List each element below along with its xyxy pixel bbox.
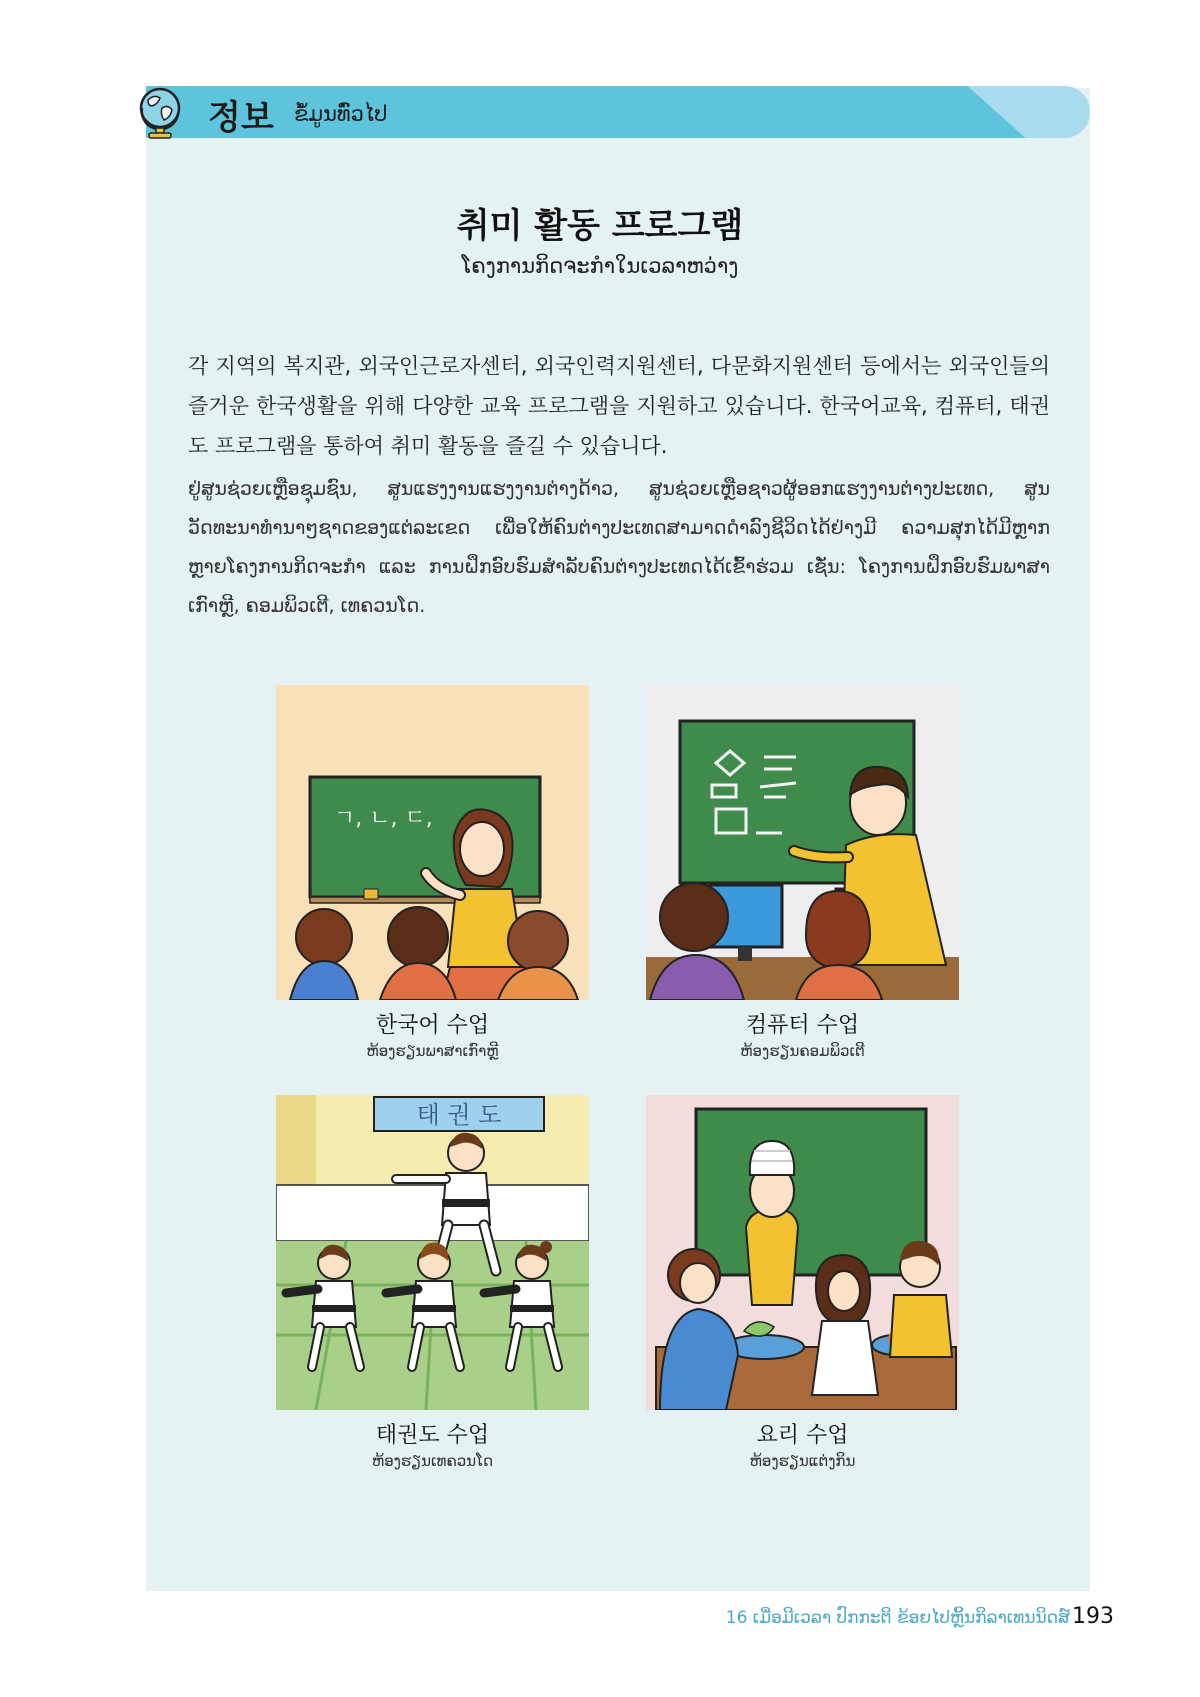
caption-computer-class-lao: ຫ້ອງຮຽນຄອມພິວເຕີ (740, 1042, 865, 1060)
header-label-korean: 정보 (208, 98, 274, 138)
computer-class-illustration (646, 685, 959, 1000)
caption-computer-class: 컴퓨터 수업 (745, 1013, 860, 1038)
caption-cooking-class-lao: ຫ້ອງຮຽນແຕ່ງກິນ (749, 1452, 856, 1470)
caption-korean-class: 한국어 수업 (375, 1013, 490, 1038)
header-bar (146, 86, 1090, 138)
banner-text: 태 권 도 (416, 1101, 502, 1129)
page-title: 취미 활동 프로그램 (456, 206, 744, 246)
caption-cooking-class: 요리 수업 (756, 1423, 849, 1448)
taekwondo-class-illustration (276, 1095, 589, 1410)
korean-class-illustration (276, 685, 589, 1000)
header-label-lao: ຂໍ້ມູນທົ່ວໄປ (294, 102, 388, 126)
page-number: 193 (1072, 1604, 1114, 1629)
footer-chapter-title: 16 ເມື່ອມີເວລາ ປົກກະຕິ ຂ້ອຍໄປຫຼິ້ນກິລາເທນນິດສ໌ (725, 1608, 1070, 1628)
caption-korean-class-lao: ຫ້ອງຮຽນພາສາເກົາຫຼີ (366, 1042, 499, 1060)
cooking-class-illustration (646, 1095, 959, 1410)
body-paragraph-lao: ຢູ່ສູນຊ່ວຍເຫຼືອຊຸມຊົນ, ສູນແຮງງານແຮງງານຕ່າງດ້າວ, ສູນຊ່ວຍເຫຼືອຊາວຜູ້ອອກແຮງງານຕ່າງປະເທດ, ສູນວັດທະນາທຳນາໆຊາດຂອງແຕ່ລະເຂດ ເພື່ອໃຫ້ຄົນຕ່າງປະເທດສາມາດດຳລົງຊີວິດໄດ້ຢ່າງມີ ຄວາມສຸກໄດ້ມີຫຼາກຫຼາຍໂຄງການກິດຈະກຳ ແລະ ການຝຶກອົບຮົມສຳລັບຄົນຕ່າງປະເທດໄດ້ເຂົ້າຮ່ວມ ເຊັ່ນ: ໂຄງການຝຶກອົບຮົມພາສາເກົາຫຼີ, ຄອມພິວເຕີ, ເທຄວນໂດ. (188, 478, 1050, 617)
caption-taekwondo-class: 태권도 수업 (375, 1423, 490, 1448)
board-text: ㄱ, ㄴ, ㄷ, (334, 806, 433, 831)
globe-icon (136, 84, 186, 140)
body-paragraph-korean: 각 지역의 복지관, 외국인근로자센터, 외국인력지원센터, 다문화지원센터 등에서는 외국인들의 즐거운 한국생활을 위해 다양한 교육 프로그램을 지원하고 있습니다. 한국어교육, 컴퓨터, 태권도 프로그램을 통하여 취미 활동을 즐길 수 있습니다. (188, 354, 1050, 458)
caption-taekwondo-class-lao: ຫ້ອງຮຽນເທຄວນໂດ (371, 1452, 494, 1470)
page-subtitle: ໂຄງການກິດຈະກຳໃນເວລາຫວ່າງ (461, 254, 739, 278)
